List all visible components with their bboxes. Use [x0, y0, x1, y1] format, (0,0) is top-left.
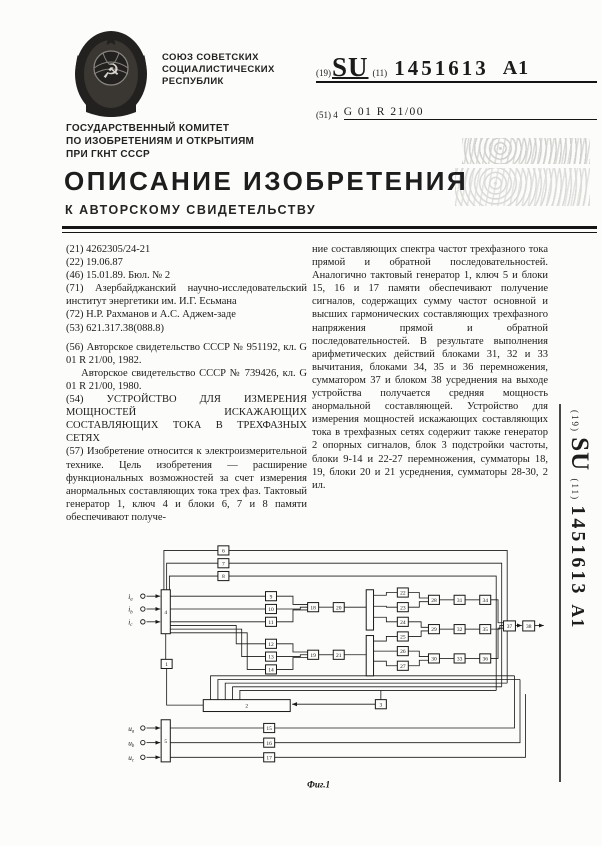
- figure-block: [366, 590, 373, 630]
- figure-terminal: [141, 740, 145, 744]
- country-line: СОЦИАЛИСТИЧЕСКИХ: [162, 64, 275, 75]
- figure-block-label: 10: [268, 607, 274, 614]
- ussr-emblem-icon: [70, 26, 152, 122]
- figure-block-label: 33: [456, 656, 463, 663]
- country-code: SU: [332, 52, 369, 82]
- committee-line: ПО ИЗОБРЕТЕНИЯМ И ОТКРЫТИЯМ: [66, 136, 255, 147]
- figure-wire: [170, 629, 265, 656]
- committee: [66, 122, 254, 161]
- bibliography-entry: (72) Н.Р. Рахманов и А.С. Аджем-заде: [66, 309, 236, 321]
- figure-svg: [126, 544, 546, 793]
- bibliography-column: [66, 243, 307, 524]
- figure-wire: [170, 625, 265, 643]
- figure-block-label: 2: [245, 703, 249, 710]
- figure-wire: [408, 622, 428, 627]
- figure-wire: [169, 576, 496, 690]
- figure-wire: [225, 683, 507, 699]
- figure-terminal-label: $u_c$: [128, 753, 134, 764]
- document-title: ОПИСАНИЕ ИЗОБРЕТЕНИЯ: [64, 166, 469, 196]
- figure-wire: [374, 606, 398, 607]
- kind-code: А1: [502, 57, 530, 79]
- figure-block-label: 26: [400, 649, 406, 656]
- figure-wire: [233, 687, 502, 700]
- figure-block-label: 3: [379, 702, 383, 709]
- figure-wire: [408, 660, 428, 665]
- figure-terminal-label: $i_b$: [128, 604, 133, 616]
- country-name: [162, 52, 275, 88]
- figure-block-label: 29: [431, 627, 437, 634]
- figure-terminal: [141, 620, 145, 624]
- figure-block-label: 18: [310, 605, 316, 612]
- committee-line: ГОСУДАРСТВЕННЫЙ КОМИТЕТ: [66, 123, 230, 134]
- stamp-smudge: [462, 138, 590, 164]
- figure-terminal-label: $u_b$: [128, 738, 135, 750]
- figure-block-label: 36: [482, 656, 488, 663]
- figure-wire: [276, 610, 307, 622]
- figure-wire: [240, 690, 496, 699]
- sidebar-number-text: (19) SU (11) 1451613 А1: [566, 410, 593, 629]
- figure-block-label: 24: [400, 619, 406, 626]
- figure-block-label: 15: [266, 726, 272, 733]
- figure-block-label: 11: [268, 619, 274, 626]
- figure-wire: [408, 651, 428, 656]
- bibliography-entry: (53) 621.317.38(088.8): [66, 322, 164, 334]
- figure-block-label: 20: [336, 605, 342, 612]
- ipc-value: G 01 R 21/00: [344, 106, 597, 120]
- figure-block-label: 1: [165, 662, 169, 669]
- bibliography-entry: (57) Изобретение относится к электроизмерительной технике. Цель изобретения — расширение функциональных возможностей за счет измерения анормальных составляющих тока трех фаз. Тактовый генератор 1, ключ 4 и блоки 6, 7 и 8 памяти обеспечивают получе-: [66, 446, 307, 523]
- figure-block-label: 21: [336, 652, 342, 659]
- publication-number: [316, 52, 597, 83]
- figure-block-label: 28: [431, 597, 437, 604]
- figure-block-label: 27: [400, 663, 406, 670]
- country-line: РЕСПУБЛИК: [162, 76, 224, 87]
- figure-block-label: 31: [456, 597, 463, 604]
- figure-block-label: 14: [268, 667, 274, 674]
- figure-wire: [275, 676, 515, 728]
- figure-block-label: 8: [222, 574, 225, 581]
- figure-wire: [408, 593, 428, 598]
- figure-caption: Фиг.1: [307, 779, 331, 790]
- figure-block-label: 9: [269, 594, 273, 601]
- figure-terminal: [141, 594, 145, 598]
- document-subtitle: К АВТОРСКОМУ СВИДЕТЕЛЬСТВУ: [65, 203, 317, 217]
- bibliography-entry: (56) Авторское свидетельство СССР № 951192, кл. G 01 R 21/00, 1982.: [66, 341, 307, 366]
- bibliography-entry: Авторское свидетельство СССР № 739426, кл. G 01 R 21/00, 1980.: [66, 367, 307, 392]
- figure-wire: [275, 694, 526, 757]
- figure-wire: [276, 658, 307, 670]
- figure-terminal-label: $i_a$: [128, 591, 133, 603]
- figure-wire: [170, 633, 265, 670]
- bibliography-entry: (71) Азербайджанский научно-исследовательский институт энергетики им. И.Г. Есьмана: [66, 283, 307, 308]
- sidebar-vertical-number: [548, 392, 598, 802]
- abstract-text: ние составляющих спектра частот трехфазного тока прямой и обратной последовательностей. Аналогично тактовый генератор 1, ключ 5 и блоки 15, 16 и 17 памяти обеспечивают получение сигналов, содержащих сумму частот основной и высших гармонических составляющих трехфазного напряжения прямой и обратной последовательностей. В результате выполнения арифметических действий блоками 31, 32 и 33 вычитания, блоками 34, 35 и 36 перемножения, сумматором 37 и блоком 38 усреднения на выходе устройства получается средняя мощность анормальной составляющей. Устройство для измерения мощностей искажающих составляющих тока в трехфазных сетях содержит также генератор 2 опорных сигналов, блок 3 подстройки частоты, блоки 9-14 и 22-27 перемножения, сумматоры 18, 19, блоки 20 и 21 усреднения, сумматоры 28-30, 2 ил.: [312, 244, 548, 491]
- figure-block-label: 6: [222, 548, 225, 555]
- figure-wire: [374, 636, 398, 641]
- figure-block-label: 5: [164, 738, 168, 745]
- figure-wire: [374, 617, 398, 622]
- figure-wire: [275, 679, 520, 742]
- country-line: СОЮЗ СОВЕТСКИХ: [162, 52, 259, 63]
- figure-block-label: 34: [482, 597, 488, 604]
- figure-wire: [276, 644, 307, 652]
- figure-block-label: 35: [482, 627, 488, 634]
- figure-wire: [167, 669, 204, 706]
- ipc-classification: [316, 106, 597, 120]
- bibliography-entry: (22) 19.06.87: [66, 257, 123, 269]
- figure-wire: [408, 602, 428, 607]
- figure-block-label: 12: [268, 641, 274, 648]
- figure-block: [366, 636, 373, 676]
- document-number: 1451613: [394, 56, 489, 80]
- figure-block-label: 23: [400, 605, 406, 612]
- bibliography-entry: (21) 4262305/24-21: [66, 244, 151, 255]
- figure-terminal-label: $u_a$: [128, 723, 135, 735]
- figure-terminal: [141, 755, 145, 759]
- figure-wire: [167, 563, 502, 687]
- figure-wire: [276, 655, 307, 657]
- inid-code-19: (19): [316, 68, 331, 78]
- figure-block-label: 17: [266, 755, 272, 762]
- inid-code-51: (51) 4: [316, 110, 338, 120]
- figure-block-label: 13: [268, 654, 274, 661]
- figure-wire: [218, 679, 520, 699]
- figure-block-label: 25: [400, 634, 406, 641]
- figure-wire: [276, 607, 307, 609]
- figure-wire: [276, 596, 307, 604]
- stamp-smudge: [455, 168, 590, 206]
- figure-block-label: 16: [266, 740, 272, 747]
- figure-block-label: 30: [431, 656, 437, 663]
- figure-block-label: 4: [164, 609, 168, 616]
- inid-code-11: (11): [372, 68, 388, 78]
- figure-wire: [374, 661, 398, 666]
- svg-text:☭: ☭: [102, 61, 120, 83]
- divider-rule: [62, 226, 597, 233]
- figure-block-label: 32: [456, 627, 463, 634]
- abstract-column: [312, 243, 548, 492]
- figure-terminal: [141, 726, 145, 730]
- figure-block-label: 37: [506, 624, 513, 631]
- figure-block-label: 22: [400, 590, 406, 597]
- bibliography-entry: (46) 15.01.89. Бюл. № 2: [66, 270, 171, 282]
- bibliography-entry: (54) УСТРОЙСТВО ДЛЯ ИЗМЕРЕНИЯ МОЩНОСТЕЙ ИСКАЖАЮЩИХ СОСТАВЛЯЮЩИХ ТОКА В ТРЕХФАЗНЫХ СЕТЯХ: [66, 394, 307, 445]
- figure-block-label: 7: [222, 561, 225, 568]
- figure-terminal-label: $i_c$: [128, 617, 133, 629]
- figure-wire: [408, 631, 428, 636]
- committee-line: ПРИ ГКНТ СССР: [66, 149, 150, 160]
- figure-terminal: [141, 607, 145, 611]
- figure-block-label: 19: [310, 652, 316, 659]
- figure-block-label: 38: [525, 624, 532, 631]
- figure-wire: [374, 593, 398, 596]
